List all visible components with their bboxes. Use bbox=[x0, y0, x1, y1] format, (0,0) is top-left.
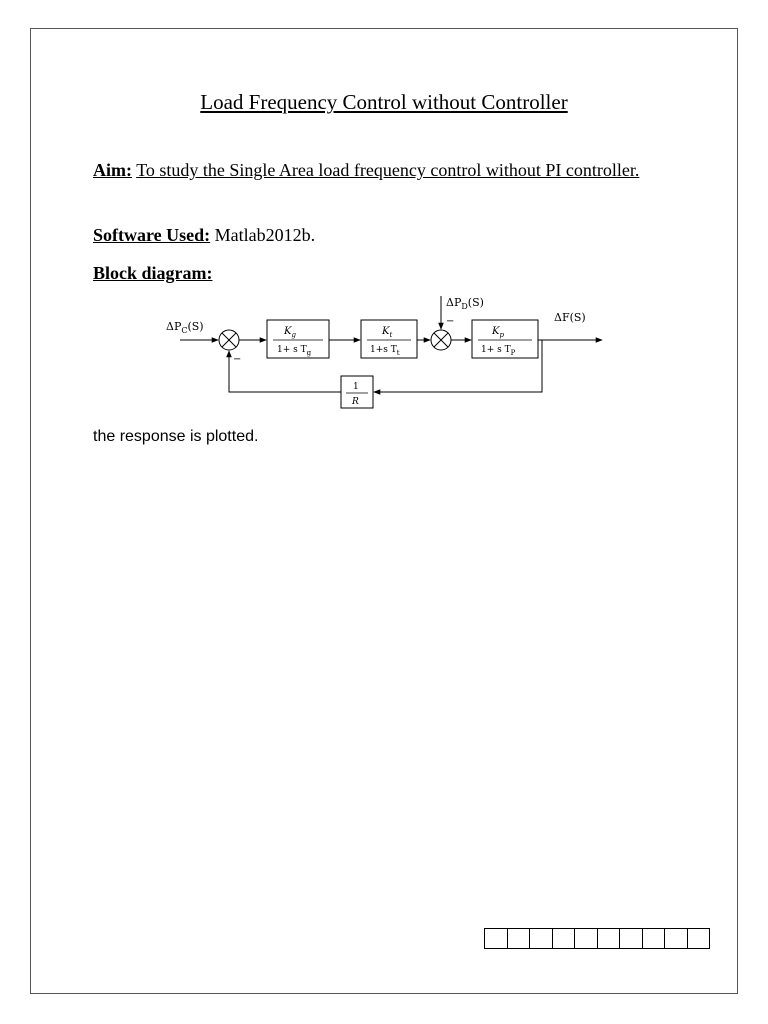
aim-text: To study the Single Area load frequency control without PI controller. bbox=[136, 160, 640, 180]
summing-junction-1 bbox=[219, 330, 239, 350]
software-label: Software Used: bbox=[93, 225, 211, 245]
marks-box-cell bbox=[553, 929, 576, 948]
output-label: ΔF(S) bbox=[554, 311, 586, 324]
disturbance-minus-sign: − bbox=[446, 316, 455, 327]
marks-box-cell bbox=[485, 929, 508, 948]
marks-box-cell bbox=[620, 929, 643, 948]
svg-text:1+ s TP: 1+ s $T_P$ bbox=[481, 345, 516, 357]
block-diagram-label: Block diagram: bbox=[93, 263, 213, 283]
aim-paragraph bbox=[93, 157, 653, 183]
software-value: Matlab2012b. bbox=[214, 225, 316, 245]
marks-box-grid bbox=[484, 928, 710, 949]
aim-label: Aim: bbox=[93, 160, 132, 180]
svg-text:R: R bbox=[352, 397, 359, 407]
turbine-block bbox=[361, 320, 417, 358]
summing-junction-2 bbox=[431, 330, 451, 350]
svg-text:1+ s Tg: 1+ s $T_g$ bbox=[277, 345, 312, 357]
marks-box-cell bbox=[598, 929, 621, 948]
marks-box-cell bbox=[643, 929, 666, 948]
power-system-block bbox=[472, 320, 538, 358]
svg-text:1: 1 bbox=[353, 382, 359, 392]
svg-text:Kt: $K_t$ bbox=[382, 326, 393, 339]
marks-box-cell bbox=[665, 929, 688, 948]
block-diagram-heading bbox=[93, 260, 213, 286]
feedback-block bbox=[341, 376, 373, 408]
block-diagram bbox=[160, 290, 620, 420]
disturbance-label: $\Delta P_D(S)$ bbox=[446, 296, 484, 311]
marks-box-cell bbox=[688, 929, 711, 948]
page-title: Load Frequency Control without Controller bbox=[200, 90, 568, 114]
svg-text:1+s Tt: 1+s $T_t$ bbox=[370, 345, 400, 357]
marks-box-cell bbox=[530, 929, 553, 948]
feedback-minus-sign: − bbox=[233, 354, 242, 365]
governor-block bbox=[267, 320, 329, 358]
svg-text:Kg: $K_g$ bbox=[284, 326, 296, 339]
svg-text:Kp: $K_p$ bbox=[492, 326, 504, 339]
marks-box-cell bbox=[575, 929, 598, 948]
software-paragraph bbox=[93, 222, 315, 248]
marks-box-cell bbox=[508, 929, 531, 948]
response-text: the response is plotted. bbox=[93, 428, 259, 445]
input-label: $\Delta P_C(S)$ bbox=[166, 320, 204, 335]
